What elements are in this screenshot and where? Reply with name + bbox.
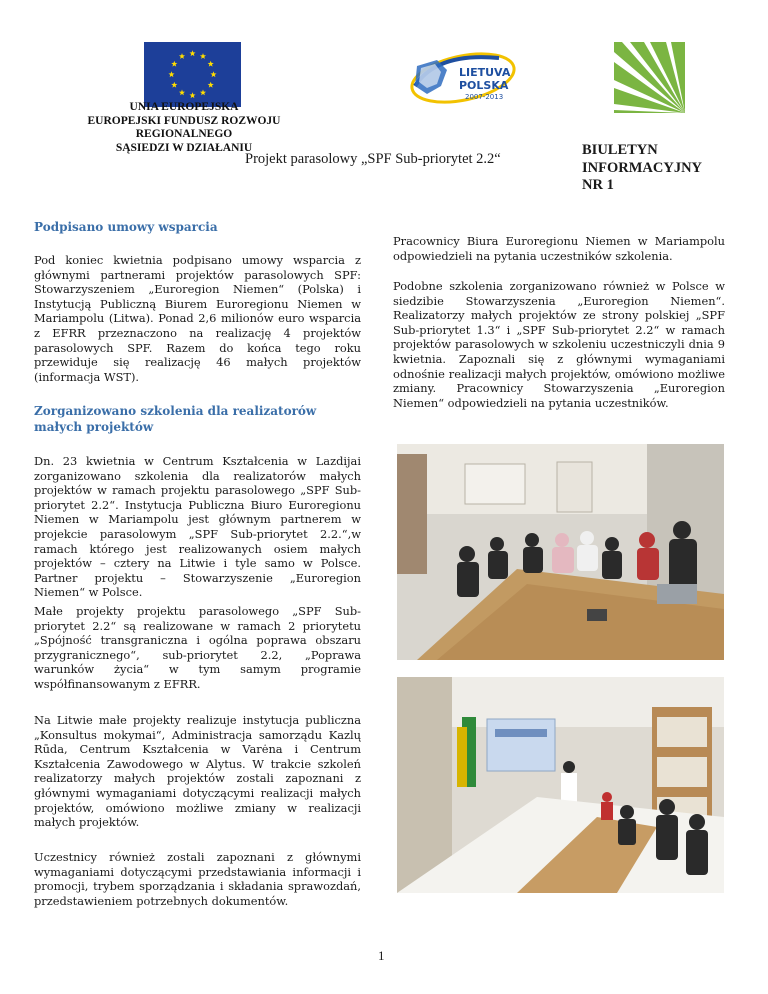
photo-training-session-1 — [397, 444, 724, 660]
eu-caption-line-1: UNIA EUROPEJSKA — [129, 101, 239, 113]
photo-training-session-2 — [397, 677, 724, 893]
bulletin-label — [582, 142, 702, 195]
lietuva-polska-logo — [407, 46, 519, 106]
heading-trainings: Zorganizowano szkolenia dla realizatorów małych projektów — [34, 404, 317, 434]
eu-caption-line-3: REGIONALNEGO — [135, 128, 233, 140]
eu-stars-icon — [144, 42, 241, 107]
paragraph-participants: Uczestnicy również zostali zapoznani z głównymi wymaganiami dotyczącymi przedstawiania informacji i promocji, trybem sporządzania i składania sprawozdań, przedstawieniem potrzebnych dokumentów. — [34, 850, 361, 908]
logo-text-lietuva: LIETUVA — [459, 66, 511, 79]
eu-caption — [60, 101, 308, 155]
logo-text-polska: POLSKA — [459, 79, 509, 92]
bulletin-line-1: BIULETYN — [582, 142, 658, 158]
project-title: Projekt parasolowy „SPF Sub-priorytet 2.2“ — [245, 151, 501, 167]
eu-caption-line-2: EUROPEJSKI FUNDUSZ ROZWOJU — [87, 114, 281, 127]
paragraph-poland-training: Podobne szkolenia zorganizowano również w Polsce w siedzibie Stowarzyszenia „Euroregion Niemen“. Realizatorzy małych projektów ze strony polskiej „SPF Sub-priorytet 1.3“ i „SPF Sub-priorytet 2.2“ w ramach projektów parasolowych w szkoleniu uczestniczyli dnia 9 kwietnia. Zapoznali się z głównymi wymaganiami odnośnie realizacji małych projektów, omówiono możliwe zmiany. Pracownicy Stowarzyszenia „Euroregion Niemen“ odpowiedzieli na pytania uczestników. — [393, 279, 725, 410]
page-number: 1 — [378, 948, 385, 963]
paragraph-staff-answered: Pracownicy Biura Euroregionu Niemen w Mariampolu odpowiedzieli na pytania uczestników szkolenia. — [393, 234, 725, 263]
paragraph-agreements: Pod koniec kwietnia podpisano umowy wsparcia z głównymi partnerami projektów parasolowych SPF: Stowarzyszeniem „Euroregion Niemen“ (Polska) i Instytucją Publiczną Biurem Euroregionu Niemen w Mariampolu (Litwa). Ponad 2,6 milionów euro wsparcia z EFRR przeznaczono na realizację 4 projektów parasolowych SPF. Razem do końca tego roku przewiduje się realizację 46 małych projektów (informacja WST). — [34, 253, 361, 384]
bulletin-line-3: NR 1 — [582, 177, 614, 193]
eu-caption-line-4: SĄSIEDZI W DZIAŁANIU — [115, 141, 253, 154]
paragraph-small-projects-priority: Małe projekty projektu parasolowego „SPF Sub-priorytet 2.2“ są realizowane w ramach 2 priorytetu „Spójność transgraniczna i ogólna poprawa obszaru przygranicznego“, sub-priorytet 2.2, „Poprawa warunków życia“ w tym samym programie współfinansowanym z EFRR. — [34, 604, 361, 691]
paragraph-training-lazdijai: Dn. 23 kwietnia w Centrum Kształcenia w Lazdijai zorganizowano szkolenia dla realizatorów małych projektów w ramach projektu parasolowego „SPF Sub-priorytet 2.2“. Instytucja Publiczna Biuro Euroregionu Niemen w Mariampolu jest głównym partnerem w projekcie parasolowym „SPF Sub-priorytet 2.2.“,w ramach którego jest realizowanych osiem małych projektów – cztery na Litwie i tyle samo w Polsce. Partner projektu – Stowarzyszenie „Euroregion Niemen“ w Polsce. — [34, 454, 361, 600]
logo-text-years: 2007-2013 — [465, 93, 504, 101]
green-sun-logo — [614, 42, 685, 113]
bulletin-line-2: INFORMACYJNY — [582, 159, 703, 176]
paragraph-lithuania-projects: Na Litwie małe projekty realizuje instytucja publiczna „Konsultus mokymai“, Administracja samorządu Kazlų Rūda, Centrum Kształcenia w Varėna i Centrum Kształcenia Zawodowego w Alytus. W trakcie szkoleń realizatorzy małych projektów zostali zapoznani z głównymi wymaganiami dotyczącymi realizacji małych projektów, omówiono możliwe zmiany w realizacji małych projektów. — [34, 713, 361, 830]
heading-agreements-signed: Podpisano umowy wsparcia — [34, 220, 218, 234]
eu-flag-logo — [144, 42, 241, 107]
